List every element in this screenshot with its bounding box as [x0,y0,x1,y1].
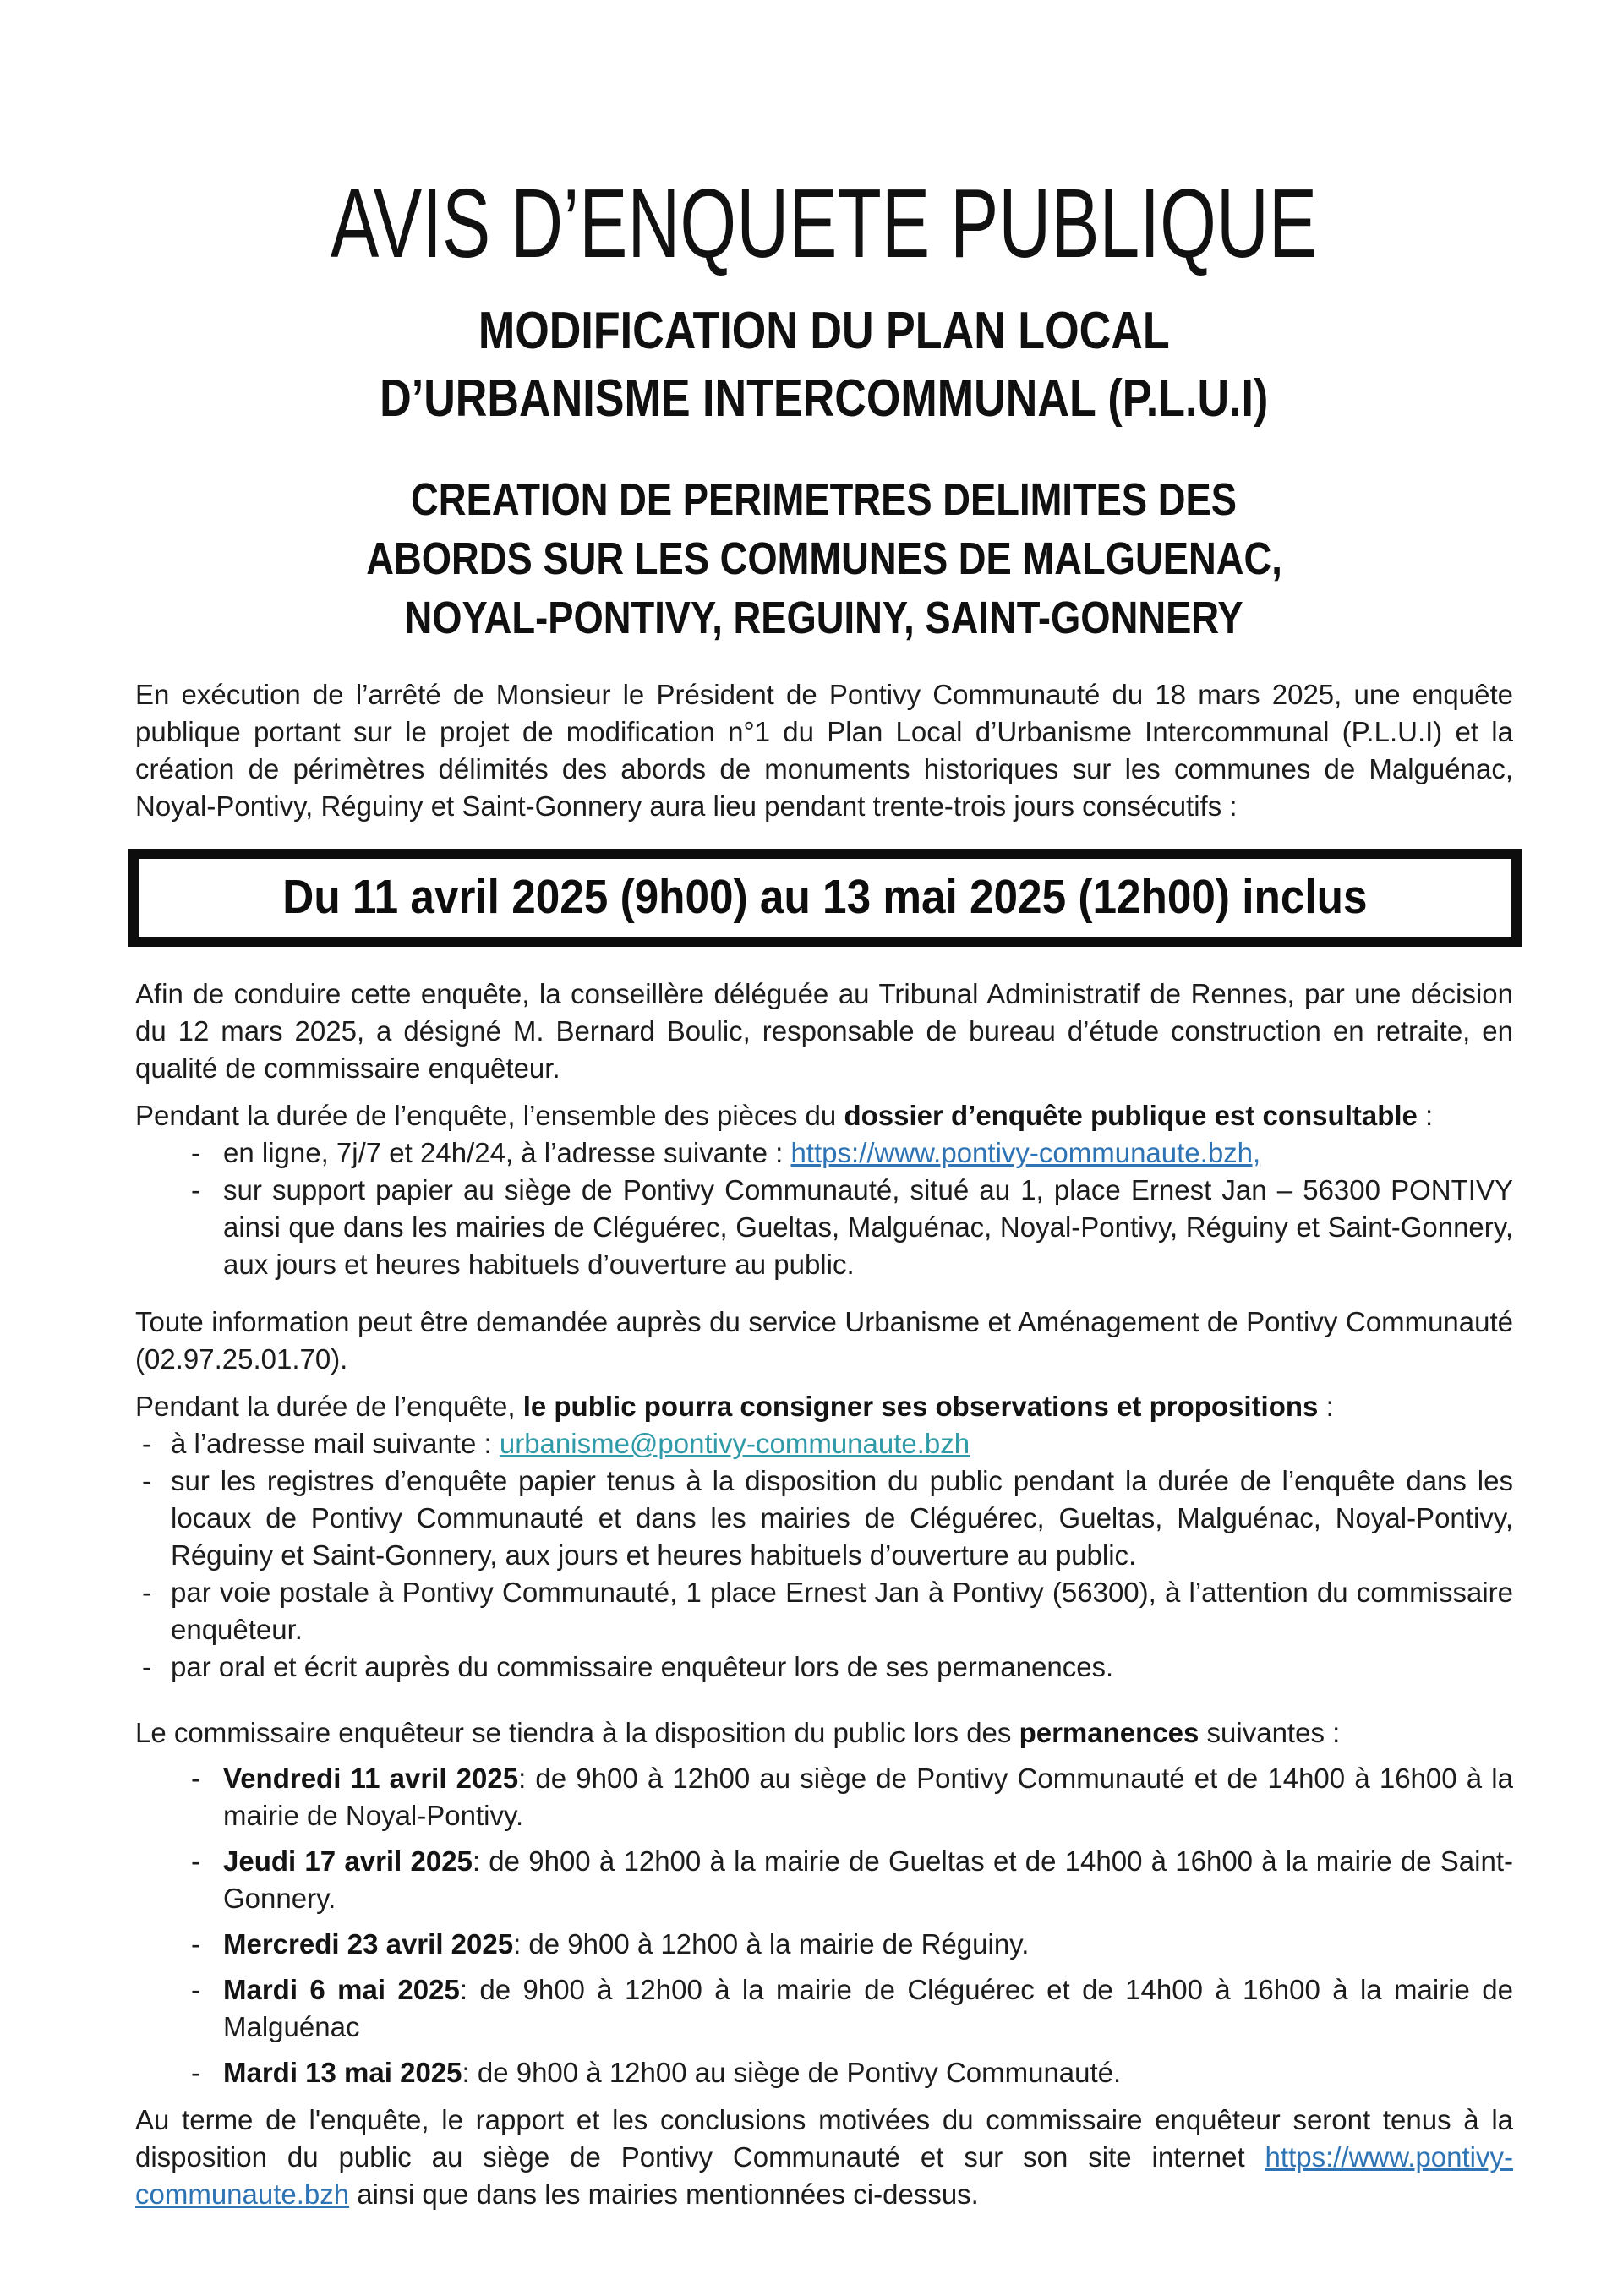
permanence-text-3: : de 9h00 à 12h00 à la mairie de Réguiny. [513,1928,1030,1960]
page-title-text: AVIS D’ENQUETE PUBLIQUE [331,168,1318,278]
permanence-item-4 [135,1971,1513,2046]
permanence-text-1: : de 9h00 à 12h00 au siège de Pontivy Communauté et de 14h00 à 16h00 à la mairie de Noyal-Pontivy. [223,1763,1513,1831]
list-item-online [135,1134,1513,1172]
list-item-mail [135,1425,1513,1462]
subtitle-perimetres-abords [135,470,1513,648]
mail-item-text: à l’adresse mail suivante : [171,1428,500,1459]
permanence-date-5: Mardi 13 mai 2025 [223,2057,462,2088]
consultable-bold: dossier d’enquête publique est consultable [844,1100,1418,1131]
date-banner [128,849,1522,947]
info-paragraph: Toute information peut être demandée auprès du service Urbanisme et Aménagement de Pontivy Communauté (02.97.25.01.70). [135,1306,1513,1375]
permanence-date-1: Vendredi 11 avril 2025 [223,1763,519,1794]
observations-bold: le public pourra consigner ses observations et propositions [522,1391,1319,1422]
permanence-item-1 [135,1760,1513,1834]
page-title [135,168,1513,278]
intro-paragraph: En exécution de l’arrêté de Monsieur le Président de Pontivy Communauté du 18 mars 2025, une enquête publique portant sur le projet de modification n°1 du Plan Local d’Urbanisme Intercommunal (P.L.U.I) et la création de périmètres délimités des abords de monuments historiques sur les communes de Malguénac, Noyal-Pontivy, Réguiny et Saint-Gonnery aura lieu pendant trente-trois jours consécutifs : [135,679,1513,822]
consultable-suffix: : [1417,1100,1434,1131]
online-item-text: en ligne, 7j/7 et 24h/24, à l’adresse suivante : [223,1137,791,1168]
permanence-text-2: : de 9h00 à 12h00 à la mairie de Gueltas et de 14h00 à 16h00 à la mairie de Saint-Gonnery. [223,1845,1513,1914]
list-item-oral: - par oral et écrit auprès du commissaire enquêteur lors de ses permanences. [135,1648,1513,1686]
date-banner-text: Du 11 avril 2025 (9h00) au 13 mai 2025 (12h00) inclus [282,870,1368,924]
closing-prefix: Au terme de l'enquête, le rapport et les conclusions motivées du commissaire enquêteur seront tenus à la disposition du public au siège de Pontivy Communauté et sur son site internet [135,2104,1513,2173]
observations-suffix: : [1318,1391,1334,1422]
commissioner-paragraph: Afin de conduire cette enquête, la conseillère déléguée au Tribunal Administratif de Rennes, par une décision du 12 mars 2025, a désigné M. Bernard Boulic, responsable de bureau d’étude construction en retraite, en qualité de commissaire enquêteur. [135,978,1513,1084]
subtitle3-line-3: NOYAL-PONTIVY, REGUINY, SAINT-GONNERY [404,593,1244,643]
website-link[interactable]: https://www.pontivy-communaute.bzh, [790,1137,1261,1168]
closing-paragraph [135,2102,1513,2213]
consultable-prefix: Pendant la durée de l’enquête, l’ensemble des pièces du [135,1100,844,1131]
permanence-item-2 [135,1843,1513,1917]
subtitle-line-1: MODIFICATION DU PLAN LOCAL [478,302,1170,360]
list-item-registres: - sur les registres d’enquête papier tenus à la disposition du public pendant la durée de l’enquête dans les locaux de Pontivy Communauté et dans les mairies de Cléguérec, Gueltas, Malguénac, Noyal-Pontivy, Réguiny et Saint-Gonnery, aux jours et heures habituels d’ouverture au public. [135,1462,1513,1574]
subtitle3-line-1: CREATION DE PERIMETRES DELIMITES DES [411,474,1238,525]
subtitle3-line-2: ABORDS SUR LES COMMUNES DE MALGUENAC, [366,533,1282,584]
subtitle-modification-plui [135,298,1513,433]
permanences-bold: permanences [1019,1717,1199,1748]
observations-heading [135,1388,1513,1425]
permanences-suffix: suivantes : [1199,1717,1341,1748]
email-link[interactable]: urbanisme@pontivy-communaute.bzh [499,1428,970,1459]
permanence-text-5: : de 9h00 à 12h00 au siège de Pontivy Communauté. [462,2057,1122,2088]
permanence-item-5 [135,2054,1513,2091]
permanence-item-3 [135,1926,1513,1963]
permanence-date-3: Mercredi 23 avril 2025 [223,1928,514,1960]
consultable-heading [135,1097,1513,1134]
subtitle-line-2: D’URBANISME INTERCOMMUNAL (P.L.U.I) [380,369,1269,428]
permanence-date-4: Mardi 6 mai 2025 [223,1974,460,2005]
permanences-heading [135,1714,1513,1752]
observations-prefix: Pendant la durée de l’enquête, [135,1391,523,1422]
closing-suffix: ainsi que dans les mairies mentionnées ci-dessus. [349,2178,979,2210]
permanence-date-2: Jeudi 17 avril 2025 [223,1845,473,1877]
permanence-text-4: : de 9h00 à 12h00 à la mairie de Cléguérec et de 14h00 à 16h00 à la mairie de Malguénac [223,1974,1513,2042]
list-item-postale: - par voie postale à Pontivy Communauté, 1 place Ernest Jan à Pontivy (56300), à l’attention du commissaire enquêteur. [135,1574,1513,1648]
list-item-paper: - sur support papier au siège de Pontivy Communauté, situé au 1, place Ernest Jan – 56300 PONTIVY ainsi que dans les mairies de Cléguérec, Gueltas, Malguénac, Noyal-Pontivy, Réguiny et Saint-Gonnery, aux jours et heures habituels d’ouverture au public. [135,1172,1513,1283]
closing-website-link[interactable]: https://www.pontivy-communaute.bzh [135,2141,1513,2210]
permanences-prefix: Le commissaire enquêteur se tiendra à la disposition du public lors des [135,1717,1019,1748]
